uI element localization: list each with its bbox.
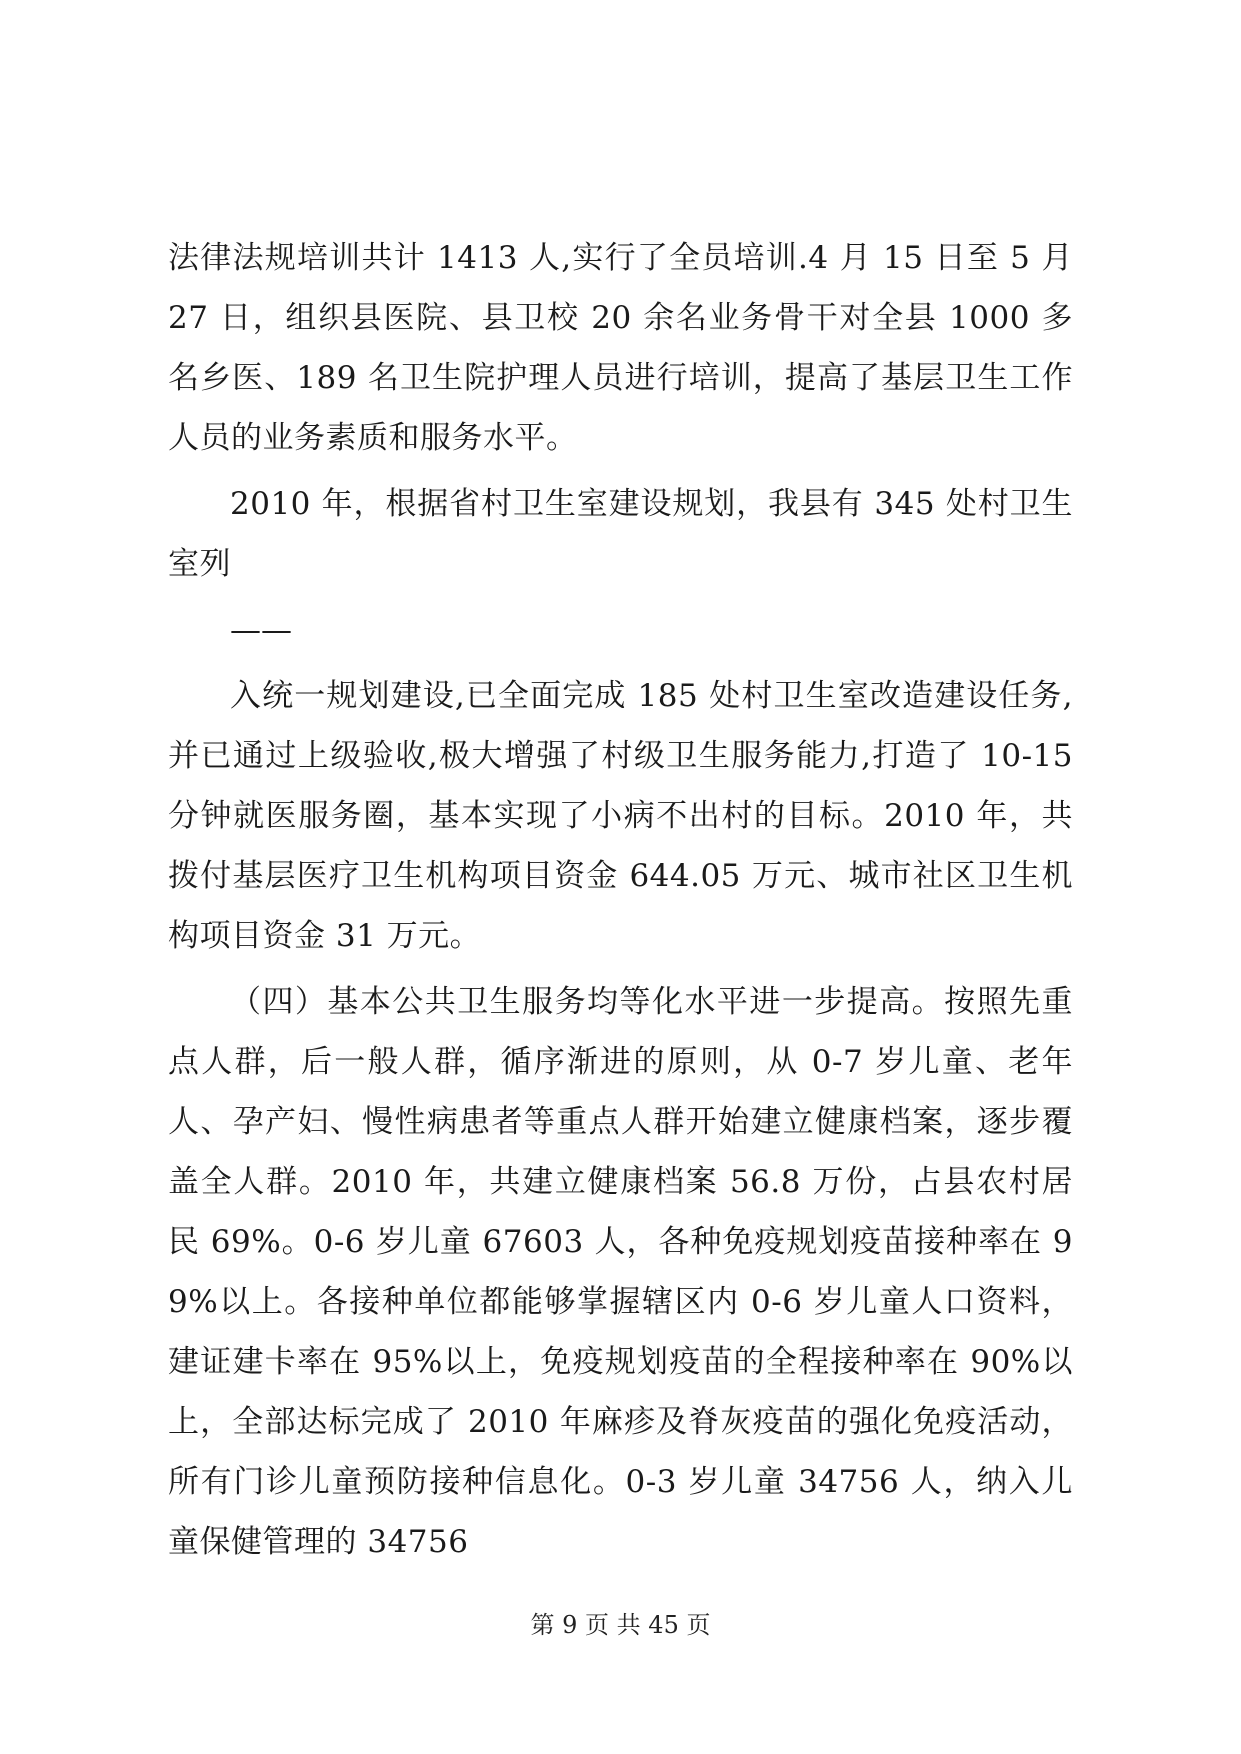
separator-dash: —— [230,612,292,648]
document-body [168,228,1073,1572]
paragraph-clinic-plan: 2010 年，根据省村卫生室建设规划，我县有 345 处村卫生室列 [168,486,1073,582]
paragraph-training: 法律法规培训共计 1413 人,实行了全员培训.4 月 15 日至 5 月 27 日，组织县医院、县卫校 20 余名业务骨干对全县 1000 多名乡医、189 名卫生院护理人员进行培训，提高了基层卫生工作人员的业务素质和服务水平。 [168,240,1073,456]
page-number-footer: 第 9 页 共 45 页 [530,1611,711,1639]
paragraph-clinic-construction: 入统一规划建设,已全面完成 185 处村卫生室改造建设任务,并已通过上级验收,极大增强了村级卫生服务能力,打造了 10-15 分钟就医服务圈，基本实现了小病不出村的目标。2010 年，共拨付基层医疗卫生机构项目资金 644.05 万元、城市社区卫生机构项目资金 31 万元。 [168,678,1073,954]
paragraph-public-health: （四）基本公共卫生服务均等化水平进一步提高。按照先重点人群，后一般人群，循序渐进的原则，从 0-7 岁儿童、老年人、孕产妇、慢性病患者等重点人群开始建立健康档案，逐步覆盖全人群。2010 年，共建立健康档案 56.8 万份，占县农村居民 69%。0-6 岁儿童 67603 人，各种免疫规划疫苗接种率在 99%以上。各接种单位都能够掌握辖区内 0-6 岁儿童人口资料，建证建卡率在 95%以上，免疫规划疫苗的全程接种率在 90%以上，全部达标完成了 2010 年麻疹及脊灰疫苗的强化免疫活动，所有门诊儿童预防接种信息化。0-3 岁儿童 34756 人，纳入儿童保健管理的 34756 [168,984,1073,1560]
